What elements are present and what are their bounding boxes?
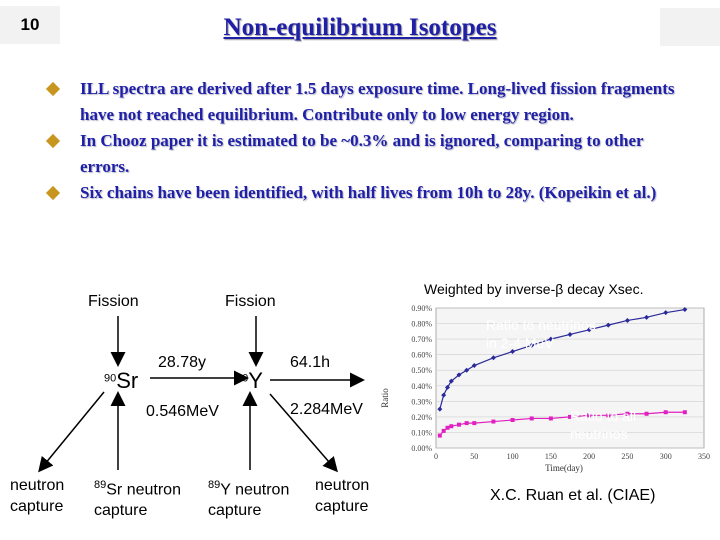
chart-point [457,423,461,427]
chart-point [664,410,668,414]
sr90-label [104,368,138,394]
chart-x-tick-label: 250 [621,452,634,461]
sr89-neutron-capture [94,475,181,521]
chart-point [549,416,553,420]
chart-y-ticks [411,304,432,453]
y-decay-energy: 2.284MeV [290,401,363,418]
chart-y-tick-label: 0.90% [411,304,432,313]
neutron-capture-left-line2: capture [10,498,64,515]
chart-point [511,418,515,422]
slide-title: Non-equilibrium Isotopes [223,14,497,41]
chart-label-top-line1: Ratio to neutrinos [486,317,596,333]
chart-x-tick-label: 0 [434,452,438,461]
chart-point [491,420,495,424]
chart-point [442,429,446,433]
chart-x-tick-label: 300 [659,452,672,461]
chart-x-tick-label: 350 [698,452,710,461]
sr90-mass: 90 [104,372,117,385]
chart-y-tick-label: 0.70% [411,335,432,345]
chart-caption: Weighted by inverse-β decay Xsec. [424,281,644,297]
sr89-mass: 89 [94,479,107,491]
y-halflife: 64.1h [290,354,331,371]
fission-label-left: Fission [88,293,139,310]
y89-neutron-capture [208,475,289,521]
sr-decay-energy: 0.546MeV [146,403,219,420]
chart-label-bottom-line2: neutrinos [570,426,628,442]
chart-label-top-line2: in 2-4 MeV [486,335,554,351]
chart-y-tick-label: 0.20% [411,412,432,422]
chart-point [645,412,649,416]
chart-point [465,421,469,425]
chart-y-tick-label: 0.60% [411,350,432,360]
chart-x-label: Time(day) [545,463,583,473]
chart-point [683,410,687,414]
chart-y-tick-label: 0.30% [411,397,432,407]
chart-label-top [486,316,596,352]
chart-y-tick-label: 0.00% [411,444,432,453]
y90-symbol: Y [248,368,263,393]
chart-point [449,424,453,428]
slide-number: 10 [0,6,60,44]
chart-y-tick-label: 0.40% [411,381,432,391]
arrow-to-neutron-capture-left [40,392,104,470]
chart-y-tick-label: 0.10% [411,428,432,438]
bullet-text: Six chains have been identified, with half lives from 10h to 28y. (Kopeikin et al.) [80,183,657,202]
y89-line1: Y neutron [220,481,290,499]
sr89-line2: capture [94,502,148,520]
chart-point [530,416,534,420]
y90-label [236,368,263,394]
chart-x-tick-label: 100 [506,452,519,461]
citation: X.C. Ruan et al. (CIAE) [490,487,656,504]
neutron-capture-right [315,475,369,517]
chart-label-bottom [570,407,636,443]
chart-point [438,434,442,438]
neutron-capture-left [10,475,64,517]
bullet-text: In Chooz paper it is estimated to be ~0.3% and is ignored, comparing to other errors. [80,131,644,176]
chart-x-ticks [434,452,710,461]
chart-x-tick-label: 150 [544,452,557,461]
chart-y-label: Ratio [380,388,390,408]
sr90-symbol: Sr [116,368,139,393]
sr-halflife: 28.78y [158,354,207,371]
chart-y-tick-label: 0.50% [411,366,432,376]
chart-point [445,426,449,430]
chart-y-tick-label: 0.80% [411,319,432,329]
sr89-line1: Sr neutron [106,481,181,499]
y90-mass: 90 [236,372,249,385]
bullet-text: ILL spectra are derived after 1.5 days exposure time. Long-lived fission fragments have not reached equilibrium. Contribute only to low energy region. [80,79,675,124]
neutron-capture-right-line2: capture [315,498,369,515]
y89-mass: 89 [208,479,221,491]
neutron-capture-right-line1: neutron [315,477,370,494]
neutron-capture-left-line1: neutron [10,477,65,494]
y89-line2: capture [208,502,262,520]
chart-point [472,421,476,425]
chart-label-bottom-line1: Ratio to all [570,408,637,424]
chart-x-tick-label: 200 [583,452,596,461]
chart-x-tick-label: 50 [470,452,479,461]
fission-label-right: Fission [225,293,276,310]
